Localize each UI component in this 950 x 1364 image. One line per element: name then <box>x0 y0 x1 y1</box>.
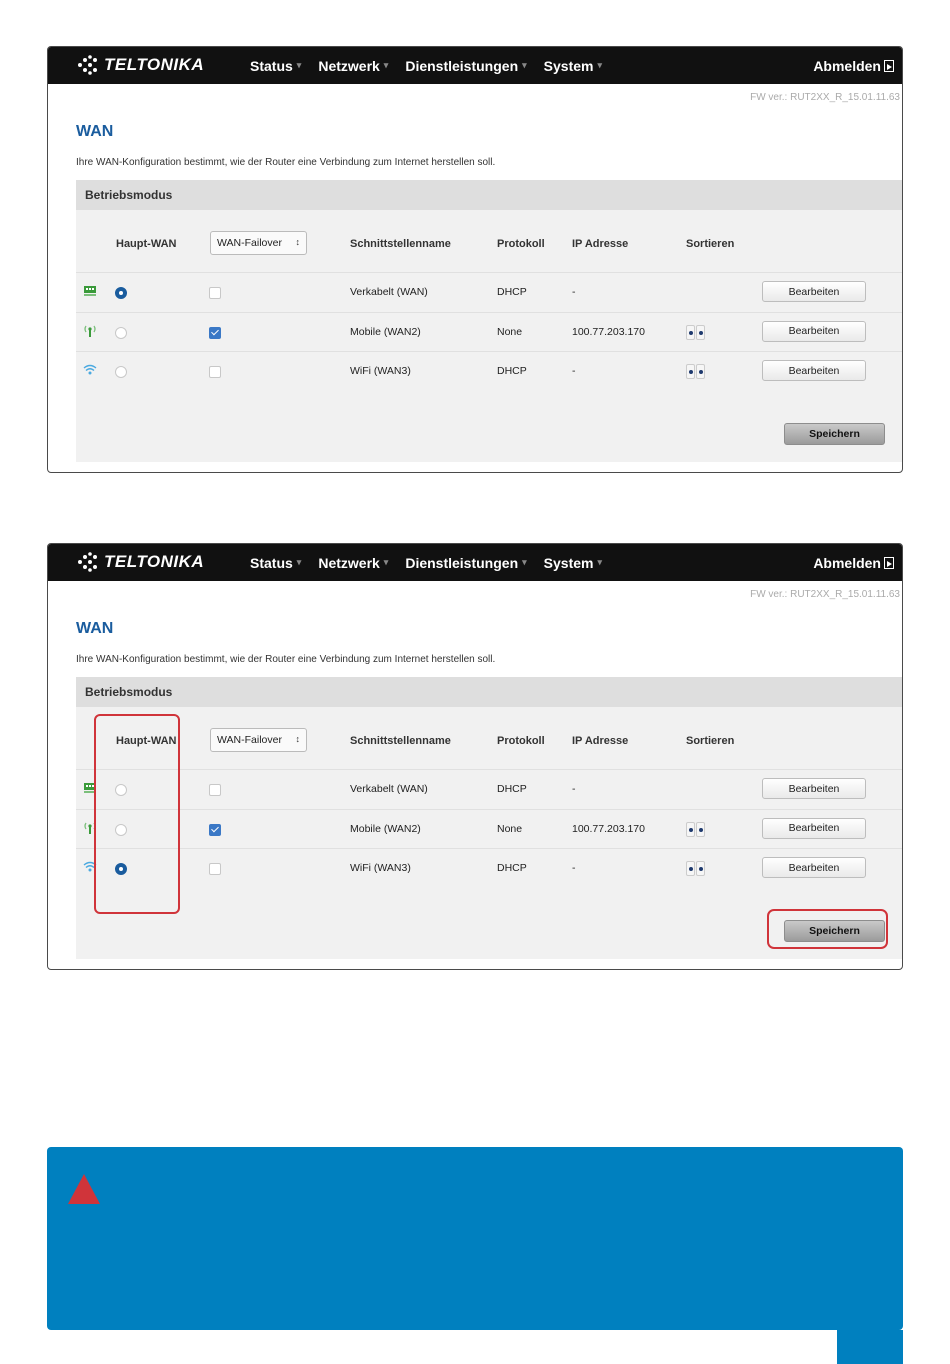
column-header-main-wan: Haupt-WAN <box>116 238 177 250</box>
protocol-value: DHCP <box>497 365 527 377</box>
table-row <box>76 351 903 390</box>
failover-checkbox[interactable] <box>209 784 221 796</box>
router-screenshot-1 <box>47 46 903 473</box>
column-header-sort: Sortieren <box>686 238 735 250</box>
interface-name: Mobile (WAN2) <box>350 325 421 338</box>
table-row <box>76 312 903 351</box>
chevron-down-icon: ▾ <box>383 60 389 70</box>
column-header-interface: Schnittstellenname <box>350 238 451 250</box>
protocol-value: DHCP <box>497 862 527 874</box>
chevron-down-icon: ▾ <box>383 557 389 567</box>
column-header-sort: Sortieren <box>686 735 735 747</box>
sort-up-icon[interactable] <box>686 822 695 837</box>
save-button[interactable]: Speichern <box>784 920 885 942</box>
top-navbar <box>48 544 902 581</box>
sort-up-icon[interactable] <box>686 364 695 379</box>
protocol-value: DHCP <box>497 286 527 298</box>
menu-item-label: System <box>543 57 594 74</box>
sort-down-icon[interactable] <box>696 861 705 876</box>
menu-item-label: Netzwerk <box>318 554 380 571</box>
table-row <box>76 809 903 848</box>
interface-name: Mobile (WAN2) <box>350 822 421 835</box>
chevron-down-icon: ▾ <box>597 60 602 70</box>
section-header <box>76 180 903 210</box>
edit-button[interactable]: Bearbeiten <box>762 857 866 878</box>
router-screenshot-2 <box>47 543 903 970</box>
menu-item-status[interactable] <box>250 555 301 571</box>
main-wan-radio[interactable] <box>115 366 127 378</box>
menu-item-label: Dienstleistungen <box>405 554 519 571</box>
logout-label: Abmelden <box>813 554 881 571</box>
page-number-tab <box>837 1330 903 1364</box>
sort-handles <box>686 325 705 340</box>
edit-button[interactable]: Bearbeiten <box>762 778 866 799</box>
wan-mode-value: WAN-Failover <box>217 237 282 249</box>
column-header-protocol: Protokoll <box>497 735 545 747</box>
table-row <box>76 848 903 887</box>
logout-link[interactable] <box>813 544 894 581</box>
failover-checkbox[interactable] <box>209 327 221 339</box>
column-header-ip: IP Adresse <box>572 735 629 747</box>
column-header-ip: IP Adresse <box>572 238 629 250</box>
save-button[interactable]: Speichern <box>784 423 885 445</box>
failover-checkbox[interactable] <box>209 863 221 875</box>
column-header-protocol: Protokoll <box>497 238 545 250</box>
sort-down-icon[interactable] <box>696 325 705 340</box>
logo-mark-icon <box>74 551 106 573</box>
edit-button[interactable]: Bearbeiten <box>762 360 866 381</box>
column-header-main-wan: Haupt-WAN <box>116 735 177 747</box>
warning-note-box <box>47 1147 903 1330</box>
logout-icon <box>884 60 894 72</box>
warning-icon <box>67 1173 101 1205</box>
sort-up-icon[interactable] <box>686 325 695 340</box>
sort-handles <box>686 364 705 379</box>
logout-link[interactable] <box>813 47 894 84</box>
table-row <box>76 272 903 311</box>
operation-mode-panel <box>76 180 903 462</box>
edit-button[interactable]: Bearbeiten <box>762 281 866 302</box>
main-menu <box>250 47 619 84</box>
failover-checkbox[interactable] <box>209 366 221 378</box>
failover-checkbox[interactable] <box>209 824 221 836</box>
page-description: Ihre WAN-Konfiguration bestimmt, wie der Router eine Verbindung zum Internet herstellen soll. <box>76 157 496 168</box>
select-arrows-icon: ↕ <box>295 734 300 744</box>
main-wan-radio[interactable] <box>115 327 127 339</box>
edit-button[interactable]: Bearbeiten <box>762 818 866 839</box>
column-header-interface: Schnittstellenname <box>350 735 451 747</box>
section-title: Betriebsmodus <box>85 188 173 202</box>
menu-item-status[interactable] <box>250 58 301 74</box>
menu-item-dienstleistungen[interactable] <box>405 58 526 74</box>
page-description: Ihre WAN-Konfiguration bestimmt, wie der Router eine Verbindung zum Internet herstellen soll. <box>76 654 496 665</box>
section-header <box>76 677 903 707</box>
protocol-value: None <box>497 325 523 338</box>
teltonika-logo[interactable] <box>74 550 204 574</box>
chevron-down-icon: ▾ <box>296 60 302 70</box>
wifi-icon <box>83 363 97 377</box>
main-wan-radio[interactable] <box>115 287 127 299</box>
interface-name: WiFi (WAN3) <box>350 365 411 377</box>
chevron-down-icon: ▾ <box>522 557 527 567</box>
chevron-down-icon: ▾ <box>522 60 527 70</box>
protocol-value: None <box>497 822 523 835</box>
menu-item-label: System <box>543 554 594 571</box>
teltonika-logo[interactable] <box>74 53 204 77</box>
ip-address-value: 100.77.203.170 <box>572 822 645 835</box>
logo-mark-icon <box>74 54 106 76</box>
failover-checkbox[interactable] <box>209 287 221 299</box>
chevron-down-icon: ▾ <box>597 557 602 567</box>
select-arrows-icon: ↕ <box>295 237 300 247</box>
sort-down-icon[interactable] <box>696 364 705 379</box>
ip-address-value: - <box>572 862 576 874</box>
logo-text: TELTONIKA <box>104 552 205 571</box>
protocol-value: DHCP <box>497 783 527 795</box>
sort-up-icon[interactable] <box>686 861 695 876</box>
wan-mode-select[interactable] <box>210 231 307 255</box>
logo-text: TELTONIKA <box>104 55 205 74</box>
ip-address-value: - <box>572 783 576 795</box>
firmware-version: FW ver.: RUT2XX_R_15.01.11.63 <box>750 92 900 103</box>
logout-icon <box>884 557 894 569</box>
table-row <box>76 769 903 808</box>
page-title: WAN <box>76 620 114 637</box>
ip-address-value: - <box>572 365 576 377</box>
sort-handles <box>686 822 705 837</box>
interface-name: WiFi (WAN3) <box>350 862 411 874</box>
ip-address-value: - <box>572 286 576 298</box>
interface-name: Verkabelt (WAN) <box>350 286 428 298</box>
top-navbar <box>48 47 902 84</box>
menu-item-system[interactable] <box>544 58 602 74</box>
menu-item-label: Status <box>250 57 293 74</box>
menu-item-netzwerk[interactable] <box>318 58 388 74</box>
logout-label: Abmelden <box>813 57 881 74</box>
menu-item-dienstleistungen[interactable] <box>405 555 526 571</box>
menu-item-label: Netzwerk <box>318 57 380 74</box>
wan-mode-select[interactable] <box>210 728 307 752</box>
menu-item-netzwerk[interactable] <box>318 555 388 571</box>
wired-icon <box>83 284 97 298</box>
sort-handles <box>686 861 705 876</box>
interface-name: Verkabelt (WAN) <box>350 783 428 795</box>
menu-item-label: Dienstleistungen <box>405 57 519 74</box>
mobile-icon <box>83 324 97 338</box>
menu-item-label: Status <box>250 554 293 571</box>
sort-down-icon[interactable] <box>696 822 705 837</box>
menu-item-system[interactable] <box>544 555 602 571</box>
ip-address-value: 100.77.203.170 <box>572 325 645 338</box>
chevron-down-icon: ▾ <box>296 557 302 567</box>
wan-mode-value: WAN-Failover <box>217 734 282 746</box>
firmware-version: FW ver.: RUT2XX_R_15.01.11.63 <box>750 589 900 600</box>
save-highlight <box>767 909 888 949</box>
edit-button[interactable]: Bearbeiten <box>762 321 866 342</box>
page-title: WAN <box>76 123 114 140</box>
section-title: Betriebsmodus <box>85 685 173 699</box>
main-menu <box>250 544 619 581</box>
main-wan-highlight <box>94 714 180 914</box>
